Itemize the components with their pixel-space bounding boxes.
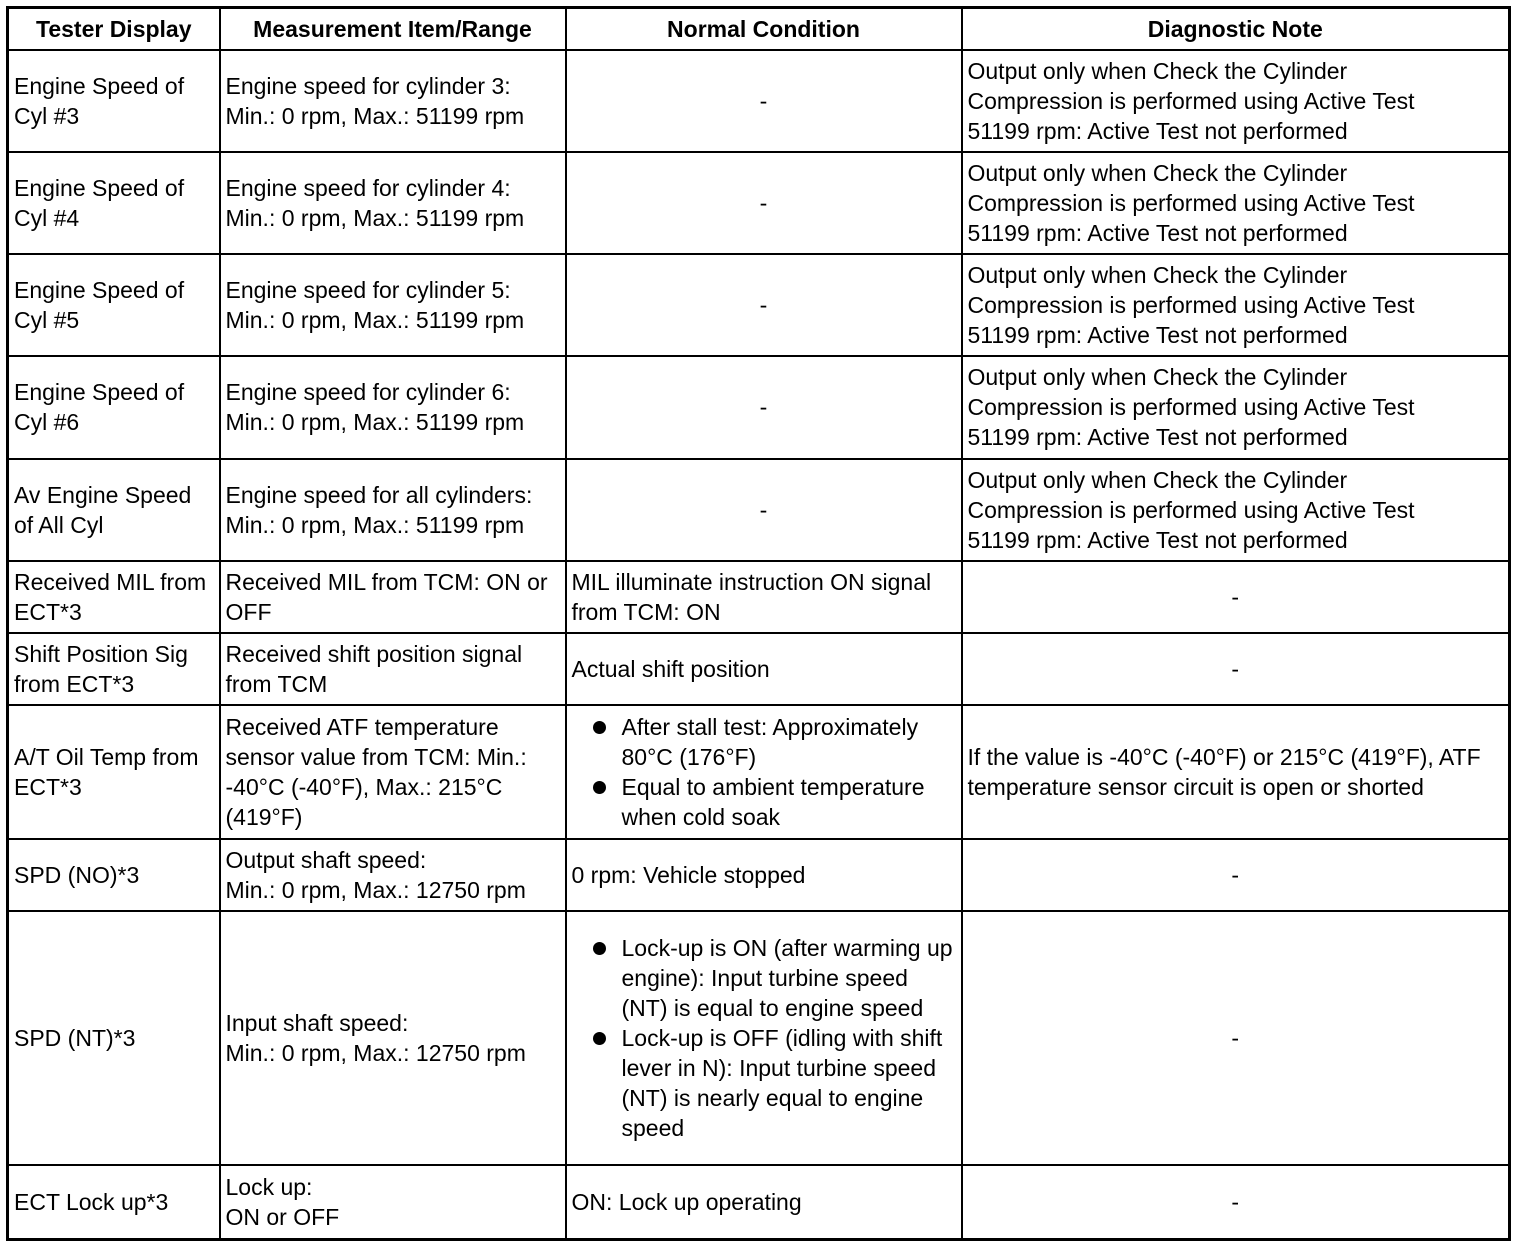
diagnostic-note-cell: -	[962, 1165, 1510, 1239]
diagnostic-data-table	[6, 6, 1511, 1241]
measurement-line: Engine speed for cylinder 6:	[225, 379, 511, 406]
normal-condition-list	[572, 712, 956, 832]
table-row	[8, 254, 1510, 356]
normal-condition-cell: -	[566, 152, 962, 254]
measurement-line: Engine speed for all cylinders:	[225, 481, 533, 508]
measurement-cell: Received shift position signal from TCM	[220, 633, 566, 705]
note-line: Compression is performed using Active Test	[967, 292, 1415, 319]
normal-condition-list	[572, 933, 956, 1143]
tester-display-cell: SPD (NT)*3	[8, 911, 220, 1165]
note-line: Output only when Check the Cylinder	[967, 262, 1348, 289]
diagnostic-note-cell	[962, 356, 1510, 458]
table-row	[8, 152, 1510, 254]
measurement-cell	[220, 839, 566, 911]
note-line: Output only when Check the Cylinder	[967, 466, 1348, 493]
measurement-cell	[220, 356, 566, 458]
normal-condition-cell: Actual shift position	[566, 633, 962, 705]
diagnostic-note-cell: -	[962, 561, 1510, 633]
measurement-line: ON or OFF	[225, 1204, 340, 1231]
note-line: 51199 rpm: Active Test not performed	[967, 118, 1348, 145]
measurement-line: Output shaft speed:	[225, 846, 427, 873]
note-line: 51199 rpm: Active Test not performed	[967, 526, 1348, 553]
note-line: 51199 rpm: Active Test not performed	[967, 220, 1348, 247]
measurement-cell	[220, 911, 566, 1165]
tester-display-cell: Shift Position Sig from ECT*3	[8, 633, 220, 705]
measurement-line: Engine speed for cylinder 4:	[225, 175, 511, 202]
measurement-line: Min.: 0 rpm, Max.: 51199 rpm	[225, 307, 525, 334]
measurement-cell	[220, 1165, 566, 1239]
diagnostic-note-cell: -	[962, 839, 1510, 911]
tester-display-cell: ECT Lock up*3	[8, 1165, 220, 1239]
normal-condition-cell: ON: Lock up operating	[566, 1165, 962, 1239]
note-line: Output only when Check the Cylinder	[967, 58, 1348, 85]
tester-display-cell: Engine Speed of Cyl #3	[8, 50, 220, 152]
measurement-line: Engine speed for cylinder 3:	[225, 73, 511, 100]
normal-condition-cell: MIL illuminate instruction ON signal from TCM: ON	[566, 561, 962, 633]
tester-display-cell: Engine Speed of Cyl #5	[8, 254, 220, 356]
measurement-line: Min.: 0 rpm, Max.: 51199 rpm	[225, 409, 525, 436]
note-line: Compression is performed using Active Test	[967, 394, 1415, 421]
table-row	[8, 911, 1510, 1165]
measurement-line: Engine speed for cylinder 5:	[225, 277, 511, 304]
note-line: Output only when Check the Cylinder	[967, 160, 1348, 187]
table-row	[8, 459, 1510, 561]
header-normal-condition: Normal Condition	[566, 8, 962, 51]
bullet-item: Equal to ambient temperature when cold soak	[572, 772, 956, 832]
bullet-item: Lock-up is ON (after warming up engine): Input turbine speed (NT) is equal to engine speed	[572, 933, 956, 1023]
measurement-cell: Received MIL from TCM: ON or OFF	[220, 561, 566, 633]
measurement-line: Min.: 0 rpm, Max.: 12750 rpm	[225, 876, 526, 903]
table-row	[8, 356, 1510, 458]
measurement-line: Input shaft speed:	[225, 1010, 409, 1037]
tester-display-cell: SPD (NO)*3	[8, 839, 220, 911]
table-row	[8, 705, 1510, 839]
diagnostic-note-cell	[962, 459, 1510, 561]
normal-condition-cell	[566, 705, 962, 839]
diagnostic-note-cell: -	[962, 911, 1510, 1165]
measurement-cell	[220, 152, 566, 254]
measurement-line: Lock up:	[225, 1174, 313, 1201]
table-row	[8, 50, 1510, 152]
bullet-item: Lock-up is OFF (idling with shift lever in N): Input turbine speed (NT) is nearly equal to engine speed	[572, 1023, 956, 1143]
note-line: Output only when Check the Cylinder	[967, 364, 1348, 391]
note-line: 51199 rpm: Active Test not performed	[967, 424, 1348, 451]
table-row	[8, 561, 1510, 633]
header-diagnostic-note: Diagnostic Note	[962, 8, 1510, 51]
note-line: Compression is performed using Active Test	[967, 496, 1415, 523]
bullet-item: After stall test: Approximately 80°C (176°F)	[572, 712, 956, 772]
header-tester-display: Tester Display	[8, 8, 220, 51]
header-measurement: Measurement Item/Range	[220, 8, 566, 51]
tester-display-cell: Av Engine Speed of All Cyl	[8, 459, 220, 561]
diagnostic-note-cell	[962, 50, 1510, 152]
table-row	[8, 1165, 1510, 1239]
table-row	[8, 633, 1510, 705]
diagnostic-note-cell: -	[962, 633, 1510, 705]
note-line: 51199 rpm: Active Test not performed	[967, 322, 1348, 349]
normal-condition-cell: -	[566, 50, 962, 152]
note-line: Compression is performed using Active Test	[967, 88, 1415, 115]
normal-condition-cell	[566, 911, 962, 1165]
measurement-cell: Received ATF temperature sensor value from TCM: Min.: -40°C (-40°F), Max.: 215°C (419°F)	[220, 705, 566, 839]
header-row	[8, 8, 1510, 51]
measurement-line: Min.: 0 rpm, Max.: 12750 rpm	[225, 1040, 526, 1067]
normal-condition-cell: -	[566, 254, 962, 356]
normal-condition-cell: -	[566, 356, 962, 458]
measurement-cell	[220, 459, 566, 561]
table-row	[8, 839, 1510, 911]
diagnostic-note-cell	[962, 254, 1510, 356]
normal-condition-cell: 0 rpm: Vehicle stopped	[566, 839, 962, 911]
tester-display-cell: Engine Speed of Cyl #4	[8, 152, 220, 254]
diagnostic-note-cell: If the value is -40°C (-40°F) or 215°C (419°F), ATF temperature sensor circuit is open or shorted	[962, 705, 1510, 839]
note-line: Compression is performed using Active Test	[967, 190, 1415, 217]
diagnostic-note-cell	[962, 152, 1510, 254]
tester-display-cell: Received MIL from ECT*3	[8, 561, 220, 633]
tester-display-cell: A/T Oil Temp from ECT*3	[8, 705, 220, 839]
measurement-line: Min.: 0 rpm, Max.: 51199 rpm	[225, 103, 525, 130]
measurement-line: Min.: 0 rpm, Max.: 51199 rpm	[225, 511, 525, 538]
measurement-line: Min.: 0 rpm, Max.: 51199 rpm	[225, 205, 525, 232]
measurement-cell	[220, 50, 566, 152]
normal-condition-cell: -	[566, 459, 962, 561]
measurement-cell	[220, 254, 566, 356]
tester-display-cell: Engine Speed of Cyl #6	[8, 356, 220, 458]
